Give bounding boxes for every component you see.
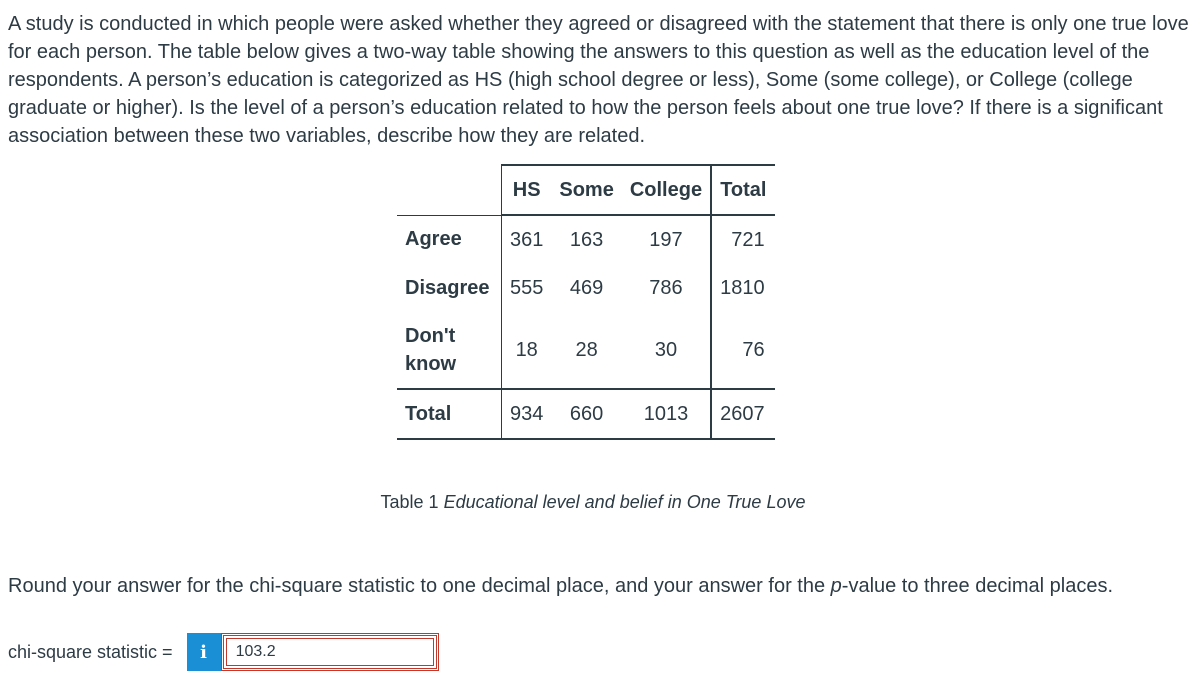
caption-prefix: Table 1 [380,492,439,512]
table-row-dont-know [397,312,775,389]
table-caption [0,492,1186,513]
table-header-some: Some [551,165,621,215]
table-cell: 786 [649,276,683,299]
table-corner-cell [397,165,502,215]
question-text: A study is conducted in which people were asked whether they agreed or disagreed with the statement that there is only one true love for each person. The table below gives a two-way table showing the answers to this question as well as the education level of the respondents. A person’s education is categorized as HS (high school degree or less), Some (some college), or College (college graduate or higher). Is the level of a person’s education related to how the person feels about one true love? If there is a significant association between these two variables, describe how they are related. [8,13,1189,147]
rounding-instruction [8,575,1113,598]
table-cell: 163 [569,228,604,251]
table-cell-total: 721 [711,215,775,264]
table-cell: 1013 [622,389,711,439]
info-icon[interactable] [187,633,221,671]
table-cell: 361 [510,228,544,251]
table-header-college: College [622,165,711,215]
table-cell: 555 [510,276,544,299]
table-cell: 469 [569,276,604,299]
two-way-table [397,164,775,440]
caption-title: Educational level and belief in One True Love [443,492,806,512]
table-cell: 18 [515,339,538,361]
table-cell-total: 2607 [711,389,775,439]
instruction-italic-p: p [830,575,842,597]
table-cell: 28 [575,339,598,361]
table-row-total [397,389,775,439]
chi-square-input[interactable] [221,633,439,671]
chi-square-label: chi-square statistic = [8,641,173,662]
table-cell-total: 76 [711,312,775,389]
instruction-before: Round your answer for the chi-square statistic to one decimal place, and your answer for the [8,575,831,597]
instruction-after: -value to three decimal places. [841,575,1114,597]
table-row-disagree [397,264,775,312]
table-header-row [397,165,775,215]
row-label-agree: Agree [397,215,502,264]
row-label-disagree: Disagree [397,264,502,312]
table-header-hs: HS [502,165,552,215]
info-glyph: i [200,641,207,663]
table-cell: 934 [502,389,552,439]
row-label-dont-know: Don't know [397,312,502,389]
table-header-total: Total [711,165,775,215]
table-cell-total: 1810 [711,264,775,312]
table-cell: 197 [649,228,683,251]
answer-row [8,632,439,672]
table-cell: 660 [551,389,621,439]
table-row-agree [397,215,775,264]
table-cell: 30 [654,339,678,361]
row-label-total: Total [397,389,502,439]
